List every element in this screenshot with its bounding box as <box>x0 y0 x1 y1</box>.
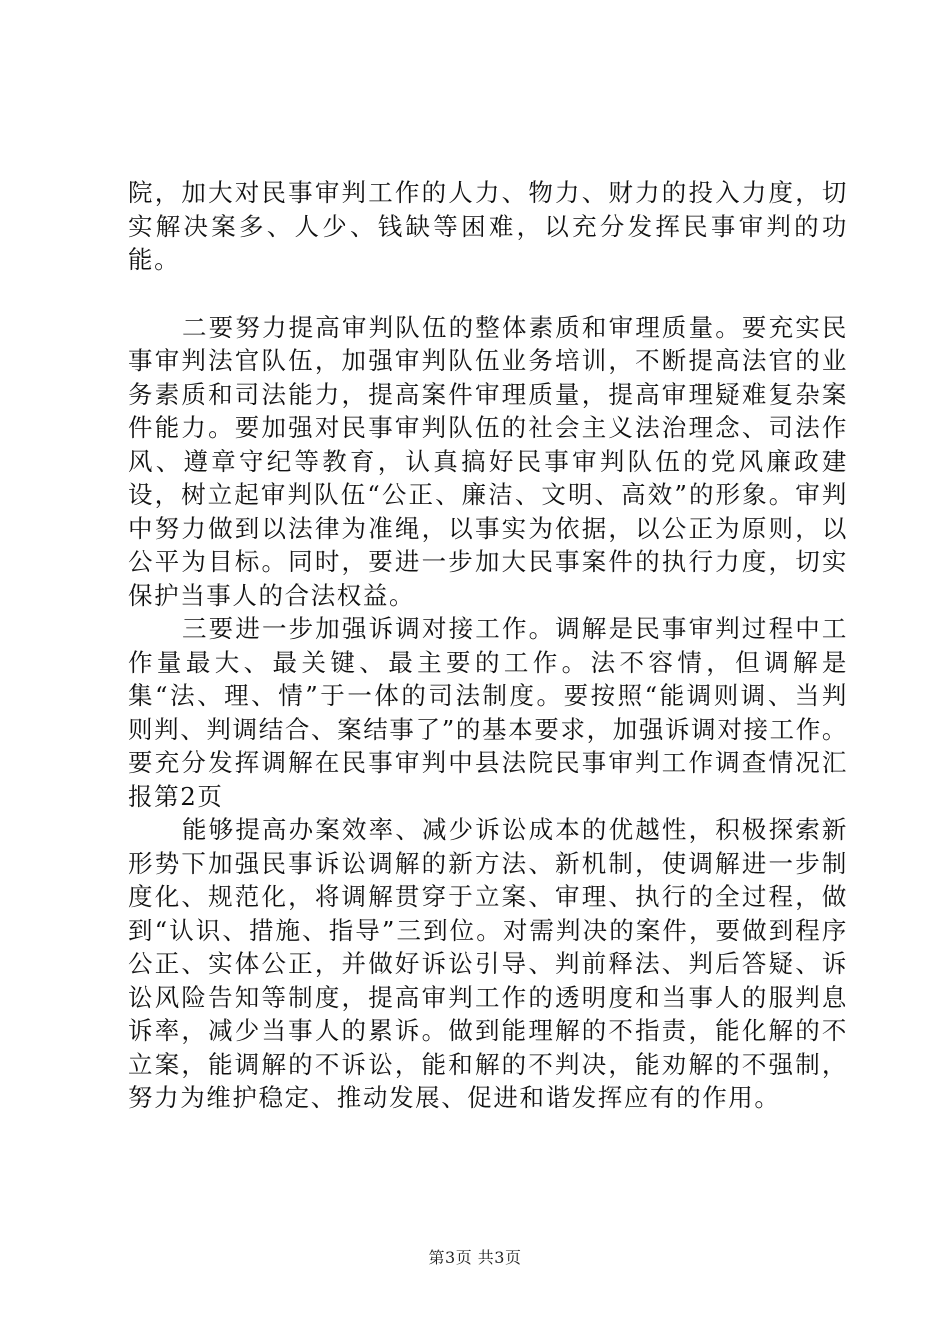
paragraph-point-two: 二要努力提高审判队伍的整体素质和审理质量。要充实民事审判法官队伍，加强审判队伍业务培训，不断提高法官的业务素质和司法能力，提高案件审理质量，提高审理疑难复杂案件能力。要加强对民事审判队伍的社会主义法治理念、司法作风、遵章守纪等教育，认真搞好民事审判队伍的党风廉政建设，树立起审判队伍“公正、廉洁、文明、高效”的形象。审判中努力做到以法律为准绳，以事实为依据，以公正为原则，以公平为目标。同时，要进一步加大民事案件的执行力度，切实保护当事人的合法权益。 <box>128 312 848 610</box>
page-footer: 第3页 共3页 <box>428 1248 522 1267</box>
paragraph-point-three-continued: 能够提高办案效率、减少诉讼成本的优越性，积极探索新形势下加强民事诉讼调解的新方法、新机制，使调解进一步制度化、规范化，将调解贯穿于立案、审理、执行的全过程，做到“认识、措施、指导”三到位。对需判决的案件，要做到程序公正、实体公正，并做好诉讼引导、判前释法、判后答疑、诉讼风险告知等制度，提高审判工作的透明度和当事人的服判息诉率，减少当事人的累诉。做到能理解的不指责，能化解的不立案，能调解的不诉讼，能和解的不判决，能劝解的不强制，努力为维护稳定、推动发展、促进和谐发挥应有的作用。 <box>128 815 848 1112</box>
document-body <box>128 176 848 1115</box>
paragraph-point-three: 三要进一步加强诉调对接工作。调解是民事审判过程中工作量最大、最关键、最主要的工作。法不容情，但调解是集“法、理、情”于一体的司法制度。要按照“能调则调、当判则判、判调结合、案结事了”的基本要求，加强诉调对接工作。要充分发挥调解在民事审判中县法院民事审判工作调查情况汇报第2页 <box>128 614 848 811</box>
paragraph-continuation: 院，加大对民事审判工作的人力、物力、财力的投入力度，切实解决案多、人少、钱缺等困难，以充分发挥民事审判的功能。 <box>128 178 848 274</box>
